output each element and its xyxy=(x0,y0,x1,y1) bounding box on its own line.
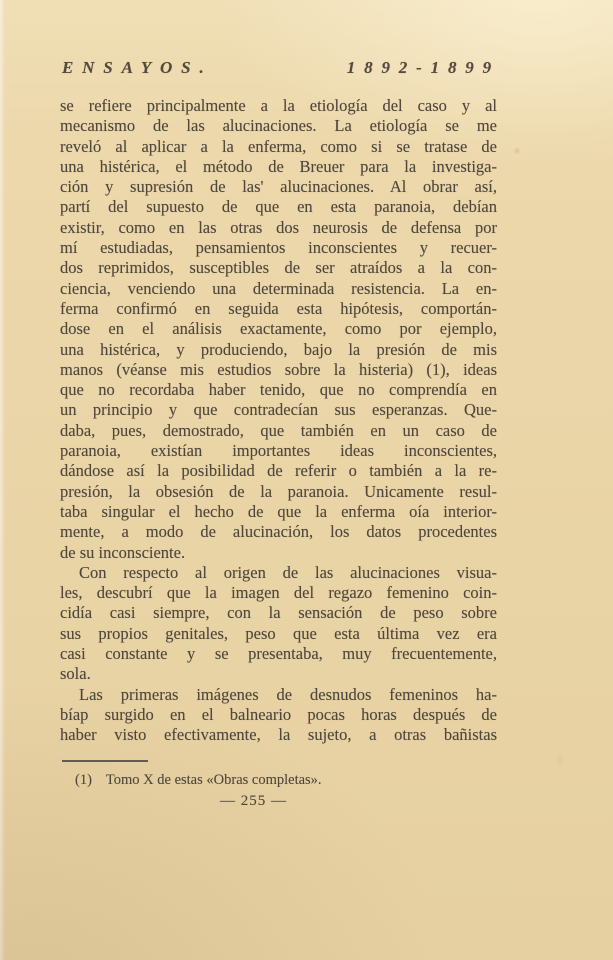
text-line: paranoia, existían importantes ideas inconscientes, xyxy=(60,441,497,461)
body-text xyxy=(60,96,497,746)
text-line: sus propios genitales, peso que esta última vez era xyxy=(60,623,497,643)
text-line: un principio y que contradecían sus esperanzas. Que- xyxy=(60,400,497,420)
text-line: cidía casi siempre, con la sensación de peso sobre xyxy=(60,603,497,623)
footnote-text: Tomo X de estas «Obras completas». xyxy=(105,772,322,788)
running-header xyxy=(62,58,500,78)
text-line: les, descubrí que la imagen del regazo femenino coin- xyxy=(60,583,497,603)
text-line: Las primeras imágenes de desnudos femeninos ha- xyxy=(79,684,497,704)
text-line: dos reprimidos, susceptibles de ser atraídos a la con- xyxy=(60,258,497,278)
text-line: daba, pues, demostrado, que también en un caso de xyxy=(60,420,497,440)
text-line: ciencia, venciendo una determinada resistencia. La en- xyxy=(60,278,497,298)
text-line: dándose así la posibilidad de referir o también a la re- xyxy=(60,461,497,481)
paragraph-1 xyxy=(60,96,497,563)
text-line: mí estudiadas, pensamientos inconscientes y recuer- xyxy=(60,238,497,258)
page-number: — 255 — xyxy=(220,793,287,809)
text-line: Con respecto al origen de las alucinaciones visua- xyxy=(79,562,497,582)
text-line: que no recordaba haber tenido, que no comprendía en xyxy=(60,380,497,400)
text-line: se refiere principalmente a la etiología del caso y al xyxy=(60,96,497,115)
text-line: de su inconsciente. xyxy=(60,542,186,562)
text-line: reveló al aplicar a la enferma, como si se tratase de xyxy=(60,136,497,156)
footnote-divider xyxy=(62,760,148,762)
text-line: mecanismo de las alucinaciones. La etiología se me xyxy=(60,116,497,136)
text-line: bíap surgido en el balneario pocas horas después de xyxy=(60,704,497,724)
text-line: mente, a modo de alucinación, los datos procedentes xyxy=(60,522,497,542)
footnote xyxy=(60,771,497,789)
paragraph-3 xyxy=(60,685,497,746)
text-line: casi constante y se presentaba, muy frecuentemente, xyxy=(60,644,497,664)
text-line: sola. xyxy=(60,664,91,684)
text-line: dose en el análisis exactamente, como por ejemplo, xyxy=(60,319,497,339)
paragraph-2 xyxy=(60,563,497,685)
text-line: manos (véanse mis estudios sobre la histeria) (1), ideas xyxy=(60,359,497,379)
text-line: una histérica, el método de Breuer para la investiga- xyxy=(60,156,497,176)
text-line: ción y supresión de las' alucinaciones. Al obrar así, xyxy=(60,177,497,197)
text-line: taba singular el hecho de que la enferma oía interior- xyxy=(60,501,497,521)
header-years: 1892-1899 xyxy=(346,58,500,77)
text-line: presión, la obsesión de la paranoia. Unicamente resul- xyxy=(60,481,497,501)
text-line: haber visto efectivamente, la sujeto, a otras bañistas xyxy=(60,725,497,745)
footnote-marker: (1) xyxy=(75,772,92,788)
text-line: partí del supuesto de que en esta paranoia, debían xyxy=(60,197,497,217)
text-line: una histérica, y produciendo, bajo la presión de mis xyxy=(60,339,497,359)
text-line: existir, como en las otras dos neurosis de defensa por xyxy=(60,217,497,237)
text-line: ferma confirmó en seguida esta hipótesis, comportán- xyxy=(60,298,497,318)
header-title: ENSAYOS. xyxy=(62,58,213,77)
